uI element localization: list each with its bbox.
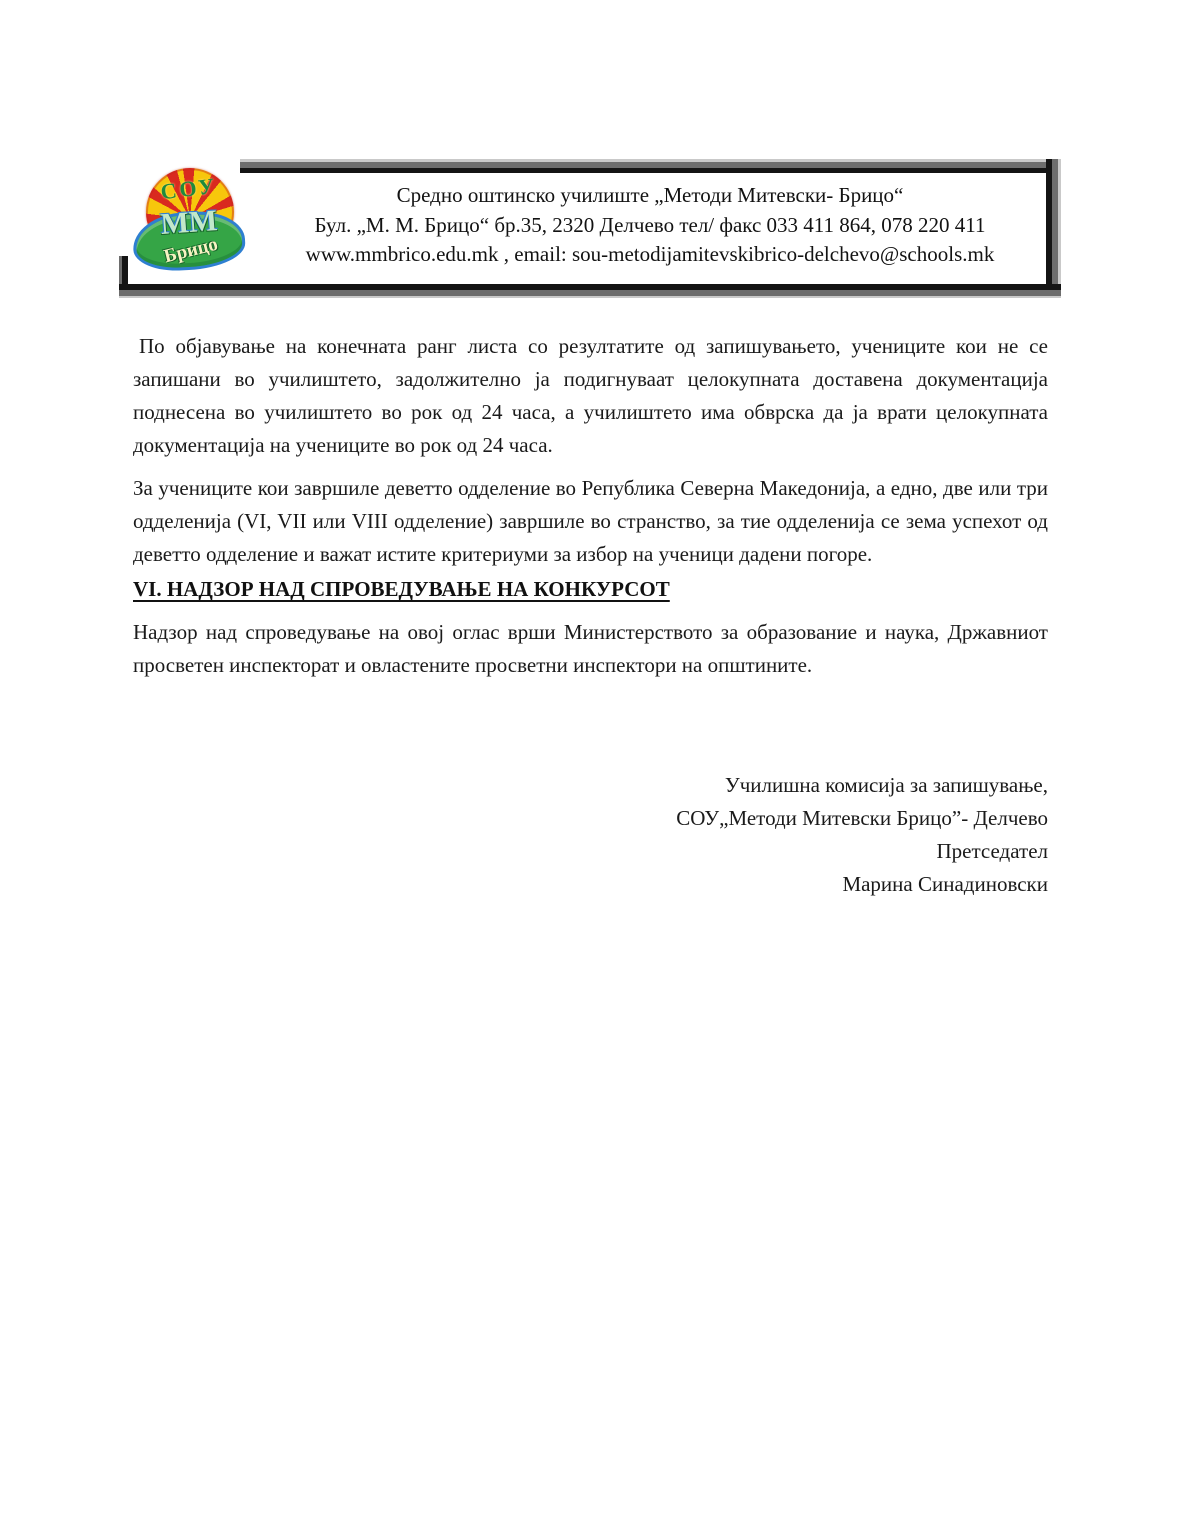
signature-commission: Училишна комисија за запишување,: [724, 773, 1048, 797]
signature-name: Марина Синадиновски: [842, 872, 1048, 896]
letterhead-border-bottom: [119, 284, 1061, 298]
letterhead-border-left-stub: [119, 256, 128, 284]
school-logo: [133, 168, 245, 276]
letterhead: [0, 0, 1187, 297]
logo-middle-text: ММ: [159, 204, 219, 241]
letterhead-text: [250, 181, 1050, 270]
signature-school: СОУ„Методи Митевски Брицо”- Делчево: [676, 806, 1048, 830]
logo-bottom-text: Брицо: [161, 233, 220, 268]
section-heading-supervision: VI. НАДЗОР НАД СПРОВЕДУВАЊЕ НА КОНКУРСОТ: [133, 577, 670, 601]
letterhead-border-top: [240, 159, 1061, 173]
paragraph-rank-list: По објавување на конечната ранг листа со резултатите од запишувањето, учениците кои не се запишани во училиштето, задолжително ја подигнуваат целокупната доставена документација поднесена во училиштето во рок од 24 часа, а училиштето има обврска да ја врати целокупната документација на учениците во рок од 24 часа.: [133, 334, 1048, 457]
school-contact: www.mmbrico.edu.mk , email: sou-metodijamitevskibrico-delchevo@schools.mk: [305, 242, 995, 266]
school-address: Бул. „М. М. Брицо“ бр.35, 2320 Делчево тел/ факс 033 411 864, 078 220 411: [314, 212, 986, 237]
paragraph-supervision: Надзор над спроведување на овој оглас врши Министерството за образование и наука, Државниот просветен инспекторат и овластените просветни инспектори на општините.: [133, 620, 1048, 677]
signature-title: Претседател: [936, 839, 1048, 863]
paragraph-foreign-grades: За учениците кои завршиле деветто одделение во Република Северна Македонија, а едно, две или три одделенија (VI, VII или VIII одделение) завршиле во странство, за тие одделенија се зема успехот од деветто одделение и важат истите критериуми за избор на ученици дадени погоре.: [133, 476, 1048, 566]
document-body: [133, 330, 1048, 901]
signature-block: [133, 769, 1048, 901]
school-name: Средно оштинско училиште „Методи Митевски- Брицо“: [396, 183, 904, 207]
logo-top-text: СОУ: [159, 172, 219, 205]
